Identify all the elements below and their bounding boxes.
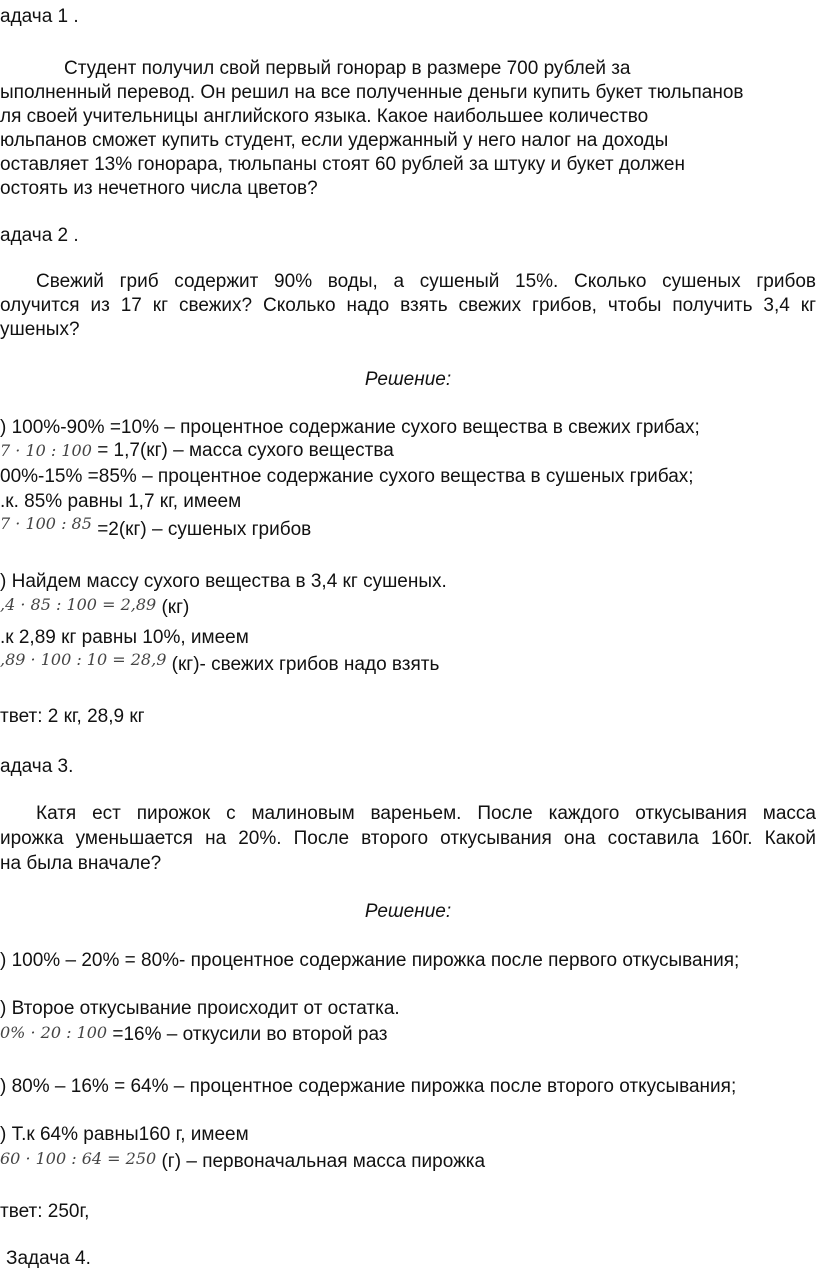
task-2-formula: ,89 · 100 : 10 = 28,9 [0, 650, 167, 669]
task-3-step: ) Т.к 64% равны160 г, имеем [0, 1124, 249, 1145]
task-1-text-line: ля своей учительницы английского языка. Какое наибольшее количество [0, 106, 649, 127]
task-2-step: .к 2,89 кг равны 10%, имеем [0, 627, 249, 648]
task-2-text-line: Свежий гриб содержит 90% воды, а сушеный 15%. Сколько сушеных грибов [36, 271, 816, 292]
task-2-step [0, 514, 312, 541]
task-2-step [0, 650, 440, 676]
task-2-step-text: =2(кг) – сушеных грибов [97, 519, 312, 540]
task-2-step-text: (кг) [161, 597, 190, 618]
task-1-text-line: юльпанов сможет купить студент, если удержанный у него налог на доходы [0, 130, 669, 151]
task-3-formula: 60 · 100 : 64 = 250 [0, 1149, 157, 1168]
task-2-formula: ,4 · 85 : 100 = 2,89 [0, 595, 157, 614]
task-1-text-line: оставляет 13% гонорара, тюльпаны стоят 60 рублей за штуку и букет должен [0, 154, 685, 175]
task-3-solution-label: Решение: [364, 901, 452, 922]
task-3-step-text: =16% – откусили во второй раз [112, 1024, 388, 1045]
task-2-step-text: (кг)- свежих грибов надо взять [171, 654, 440, 675]
task-3-text-line: Катя ест пирожок с малиновым вареньем. После каждого откусывания масса [36, 803, 816, 824]
task-3-step-text: (г) – первоначальная масса пирожка [161, 1151, 486, 1172]
task-2-step: .к. 85% равны 1,7 кг, имеем [0, 491, 242, 512]
task-2-step [0, 440, 394, 462]
task-1-text-line: остоять из нечетного числа цветов? [0, 178, 318, 199]
task-2-step: ) Найдем массу сухого вещества в 3,4 кг сушеных. [0, 571, 447, 592]
task-3-text-line: на была вначале? [0, 853, 162, 874]
task-2-text-line: ушеных? [0, 319, 80, 340]
task-1-text-line: Студент получил свой первый гонорар в размере 700 рублей за [64, 58, 631, 79]
task-2-step [0, 597, 189, 619]
task-3-title: адача 3. [0, 756, 74, 777]
task-3-formula: 0% · 20 : 100 [0, 1023, 108, 1042]
task-2-solution-label: Решение: [364, 369, 452, 390]
task-2-formula: 7 · 10 : 100 [0, 441, 92, 460]
task-3-step [0, 1151, 485, 1173]
task-2-title: адача 2 . [0, 225, 79, 246]
task-2-text-line: олучится из 17 кг свежих? Сколько надо взять свежих грибов, чтобы получить 3,4 кг [0, 295, 816, 316]
task-3-step: ) 80% – 16% = 64% – процентное содержание пирожка после второго откусывания; [0, 1076, 737, 1097]
task-2-step: 00%-15% =85% – процентное содержание сухого вещества в сушеных грибах; [0, 466, 694, 487]
task-1-text-line: ыполненный перевод. Он решил на все полученные деньги купить букет тюльпанов [0, 82, 744, 103]
task-2-step: ) 100%-90% =10% – процентное содержание сухого вещества в свежих грибах; [0, 417, 700, 438]
task-1-title: адача 1 . [0, 6, 79, 27]
task-3-text-line: ирожка уменьшается на 20%. После второго откусывания она составила 160г. Какой [0, 828, 816, 849]
task-4-title: Задача 4. [6, 1248, 91, 1269]
task-2-step-text: = 1,7(кг) – масса сухого вещества [97, 440, 394, 461]
task-3-step: ) 100% – 20% = 80%- процентное содержание пирожка после первого откусывания; [0, 950, 740, 971]
task-3-step: ) Второе откусывание происходит от остатка. [0, 998, 400, 1019]
task-2-formula: 7 · 100 : 85 [0, 514, 92, 533]
task-3-answer: твет: 250г, [0, 1201, 90, 1222]
task-2-answer: твет: 2 кг, 28,9 кг [0, 706, 145, 727]
task-3-step [0, 1024, 388, 1046]
